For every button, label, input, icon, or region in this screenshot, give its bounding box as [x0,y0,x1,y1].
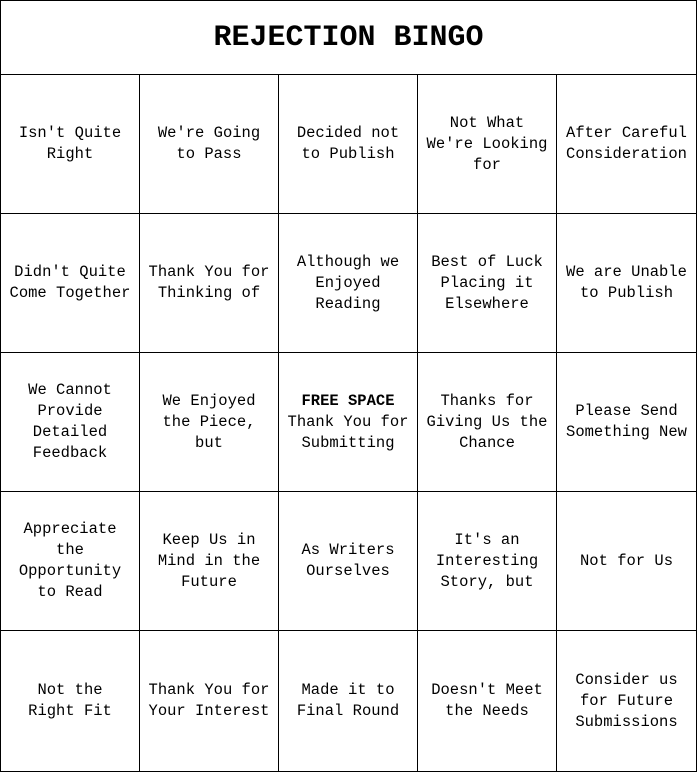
bingo-cell-r3c2: We Enjoyed the Piece, but [140,353,279,492]
bingo-cell-r5c4: Doesn't Meet the Needs [418,631,557,771]
bingo-cell-r2c3: Although we Enjoyed Reading [279,214,418,353]
free-space-text: Thank You for Submitting [287,412,409,452]
bingo-cell-r2c4: Best of Luck Placing it Elsewhere [418,214,557,353]
bingo-cell-r1c2: We're Going to Pass [140,75,279,214]
bingo-cell-r3c4: Thanks for Giving Us the Chance [418,353,557,492]
bingo-cell-r2c1: Didn't Quite Come Together [1,214,140,353]
bingo-cell-r4c5: Not for Us [557,492,696,631]
bingo-cell-r4c3: As Writers Ourselves [279,492,418,631]
bingo-cell-r1c4: Not What We're Looking for [418,75,557,214]
free-space-cell [279,353,418,492]
board-title: REJECTION BINGO [1,1,696,75]
bingo-cell-r5c2: Thank You for Your Interest [140,631,279,771]
bingo-cell-r1c1: Isn't Quite Right [1,75,140,214]
bingo-cell-r2c5: We are Unable to Publish [557,214,696,353]
bingo-cell-r1c3: Decided not to Publish [279,75,418,214]
bingo-cell-r1c5: After Careful Consideration [557,75,696,214]
bingo-cell-r4c4: It's an Interesting Story, but [418,492,557,631]
bingo-cell-r3c1: We Cannot Provide Detailed Feedback [1,353,140,492]
bingo-cell-r5c1: Not the Right Fit [1,631,140,771]
bingo-cell-r5c3: Made it to Final Round [279,631,418,771]
bingo-cell-r4c2: Keep Us in Mind in the Future [140,492,279,631]
bingo-cell-r2c2: Thank You for Thinking of [140,214,279,353]
bingo-cell-r3c5: Please Send Something New [557,353,696,492]
bingo-cell-r4c1: Appreciate the Opportunity to Read [1,492,140,631]
bingo-grid [1,75,696,771]
bingo-cell-r5c5: Consider us for Future Submissions [575,670,678,731]
free-space-label: FREE SPACE [301,391,395,410]
